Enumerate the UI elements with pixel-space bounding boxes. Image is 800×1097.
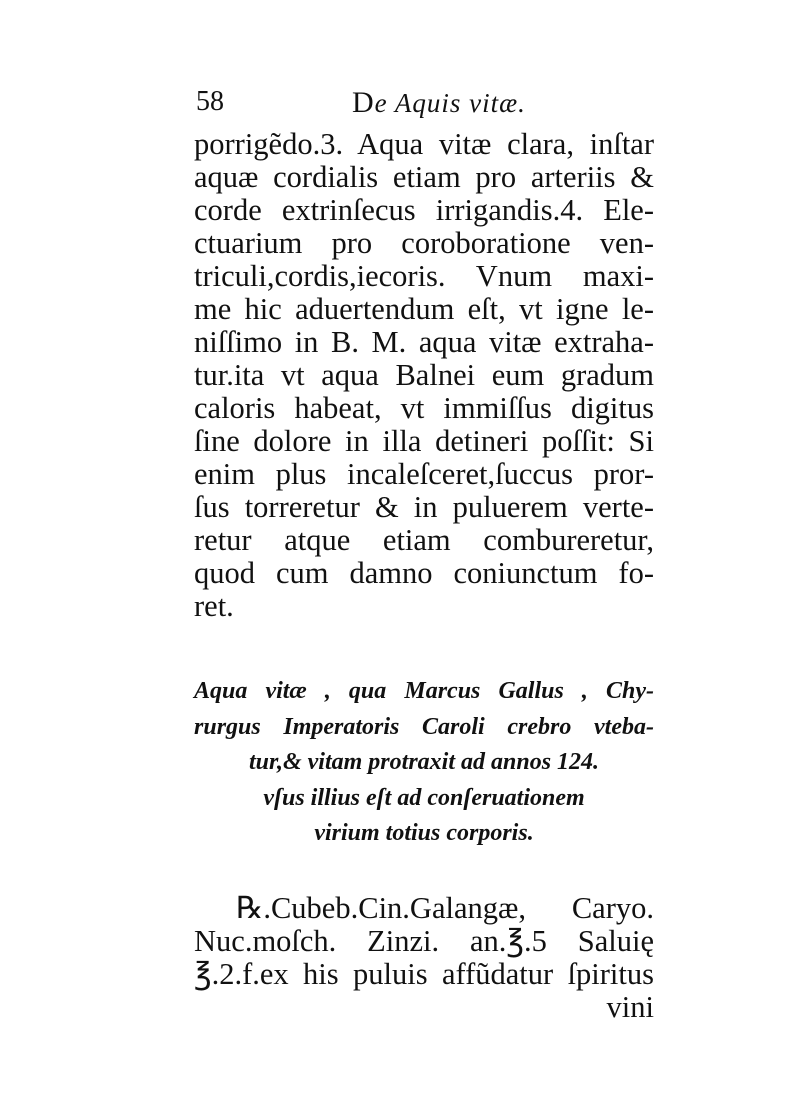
text-line: ret.	[194, 589, 234, 623]
text-line: tur.ita vt aqua Balnei eum gradum	[194, 358, 654, 392]
recipe-line: ℥.2.f.ex his puluis affũdatur ſpiritus	[194, 957, 654, 991]
recipe-line: Nuc.moſch. Zinzi. an.℥.5 Saluię	[194, 924, 654, 958]
text-line: quod cum damno coniunctum fo-	[194, 556, 654, 590]
text-line: aquæ cordialis etiam pro arteriis &	[194, 160, 654, 194]
text-line: porrigẽdo.3. Aqua vitæ clara, inſtar	[194, 127, 654, 161]
text-line: enim plus incaleſceret,ſuccus pror-	[194, 457, 654, 491]
text-line: me hic aduertendum eſt, vt igne le-	[194, 292, 654, 326]
heading-line: tur,& vitam protraxit ad annos 124.	[248, 749, 600, 775]
text-line: corde extrinſecus irrigandis.4. Ele-	[194, 193, 654, 227]
running-head-roman: D	[352, 86, 375, 119]
heading-line: virium totius corporis.	[314, 820, 534, 846]
text-line: ctuarium pro coroboratione ven-	[194, 226, 654, 260]
text-line: niſſimo in B. M. aqua vitæ extraha-	[194, 325, 654, 359]
text-line: caloris habeat, vt immiſſus digitus	[194, 391, 654, 425]
section-heading	[194, 674, 654, 852]
catchword: vini	[606, 990, 654, 1024]
text-line: retur atque etiam combureretur,	[194, 523, 654, 557]
recipe-paragraph	[194, 892, 654, 1024]
recipe-line: ℞.Cubeb.Cin.Galangæ, Caryo.	[236, 891, 654, 925]
page-number: 58	[196, 86, 224, 117]
running-head-italic: e Aquis vitæ.	[374, 88, 526, 118]
heading-line: Aqua vitæ , qua Marcus Gallus , Chy-	[194, 678, 654, 704]
text-line: triculi,cordis,iecoris. Vnum maxi-	[194, 259, 654, 293]
body-paragraph	[194, 128, 654, 623]
text-line: ſus torreretur & in puluerem verte-	[194, 490, 654, 524]
text-line: ſine dolore in illa detineri poſſit: Si	[194, 424, 654, 458]
page-header	[188, 86, 648, 126]
heading-line: vſus illius eſt ad conſeruationem	[263, 784, 585, 811]
running-head	[352, 86, 526, 120]
heading-line: rurgus Imperatoris Caroli crebro vteba-	[194, 713, 654, 740]
